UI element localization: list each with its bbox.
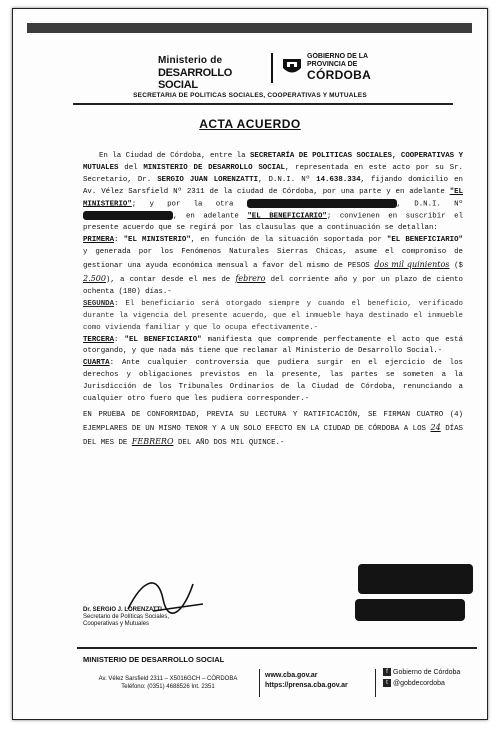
document-page (12, 8, 488, 720)
gobierno-logo: GOBIERNO DE LA PROVINCIA DE CÓRDOBA (307, 53, 372, 82)
facebook-icon: f (383, 668, 391, 676)
redacted-beneficiary-signature (358, 564, 473, 594)
clause-cuarta: CUARTA: Ante cualquier controversia que pudiera surgir en el ejercicio de los derechos y obligaciones previstos en la presente, las partes se someten a la Jurisdicción de los Tribunales Ordinarios de la Ciudad de Córdoba, renunciando a cualquier otro fuero que les pudiera corresponder.- (83, 359, 463, 404)
footer-rule (77, 647, 477, 649)
handwritten-amount-number: 2.500 (83, 273, 106, 283)
clause-primera: PRIMERA: "EL MINISTERIO", en función de la situación soportada por "EL BENEFICIARIO" y generada por los Fenómenos Naturales Sierras Chicas, asume el compromiso de gestionar una ayuda económica mensual a favor del mismo de PESOS dos mil quinientos ($ 2.500), a contar desde el mes de febrero del corriente año y por un plazo de ciento ochenta (180) días.- (83, 236, 463, 296)
scan-artifact-strip (27, 23, 472, 33)
document-body (83, 151, 463, 450)
ministerio-logo: Ministerio de DESARROLLO SOCIAL (158, 55, 233, 91)
footer (83, 655, 473, 690)
signatory-block: Dr. SERGIO J. LORENZATTI Secretario de Políticas Sociales, Cooperativas y Mutuales (83, 607, 170, 627)
footer-ministry: MINISTERIO DE DESARROLLO SOCIAL (83, 655, 225, 664)
redacted-beneficiary-id (355, 599, 465, 621)
footer-address: Av. Vélez Sarsfield 2311 – X5016GCH – CÓRDOBA Teléfono: (0351) 4688526 Int. 2351 (98, 676, 238, 690)
intro-paragraph: En la Ciudad de Córdoba, entre la SECRETARÍA DE POLITICAS SOCIALES, COOPERATIVAS Y MUTUALES del MINISTERIO DE DESARROLLO SOCIAL, representada en este acto por su Sr. Secretario, Dr. SERGIO JUAN LORENZATTI, D.N.I. Nº 14.638.334, fijando domicilio en Av. Vélez Sarsfield Nº 2311 de la ciudad de Córdoba, por una parte y en adelante "EL MINISTERIO"; y por la otra , D.N.I. Nº , en adelante "EL BENEFICIARIO"; convienen en suscribir el presente acuerdo que se regirá por las clausulas que a continuación se detallan: (83, 152, 463, 233)
cordoba-emblem-icon (281, 55, 303, 77)
clause-segunda: SEGUNDA: El beneficiario será otorgado siempre y cuando el beneficio, verificado durante la vigencia del presente acuerdo, que el inmueble haya destinado el inmueble como vivienda familiar y que lo ocupa efectivamente.- (83, 299, 463, 332)
twitter-icon: t (383, 679, 391, 687)
footer-divider (375, 669, 376, 697)
footer-social: f Gobierno de Córdoba t @gobdecordoba (383, 667, 478, 689)
letterhead (13, 49, 487, 89)
document-title: ACTA ACUERDO (199, 117, 301, 131)
handwritten-day: 24 (430, 422, 441, 432)
header-divider (271, 53, 273, 83)
redacted-dni (83, 211, 173, 220)
handwritten-amount-words: dos mil quinientos (374, 260, 450, 270)
clause-tercera: TERCERA: "EL BENEFICIARIO" manifiesta que comprende perfectamente el acto que está otorgando, y que nada más tiene que reclamar al Ministerio de Desarrollo Social.- (83, 335, 463, 356)
header-rule (73, 103, 453, 105)
secretaria-heading: SECRETARIA DE POLITICAS SOCIALES, COOPERATIVAS Y MUTUALES (133, 92, 367, 99)
handwritten-month: febrero (235, 273, 266, 283)
closing-paragraph: EN PRUEBA DE CONFORMIDAD, PREVIA SU LECTURA Y RATIFICACIÓN, SE FIRMAN CUATRO (4) EJEMPLARES DE UN MISMO TENOR Y A UN SOLO EFECTO EN LA CIUDAD DE CÓRDOBA A LOS 24 DÍAS DEL MES DE FEBRERO DEL AÑO DOS MIL QUINCE.- (83, 410, 463, 447)
handwritten-closing-month: FEBRERO (131, 436, 174, 446)
redacted-name (247, 199, 397, 208)
footer-web: www.cba.gov.ar https://prensa.cba.gov.ar (265, 672, 348, 689)
footer-divider (259, 669, 260, 697)
